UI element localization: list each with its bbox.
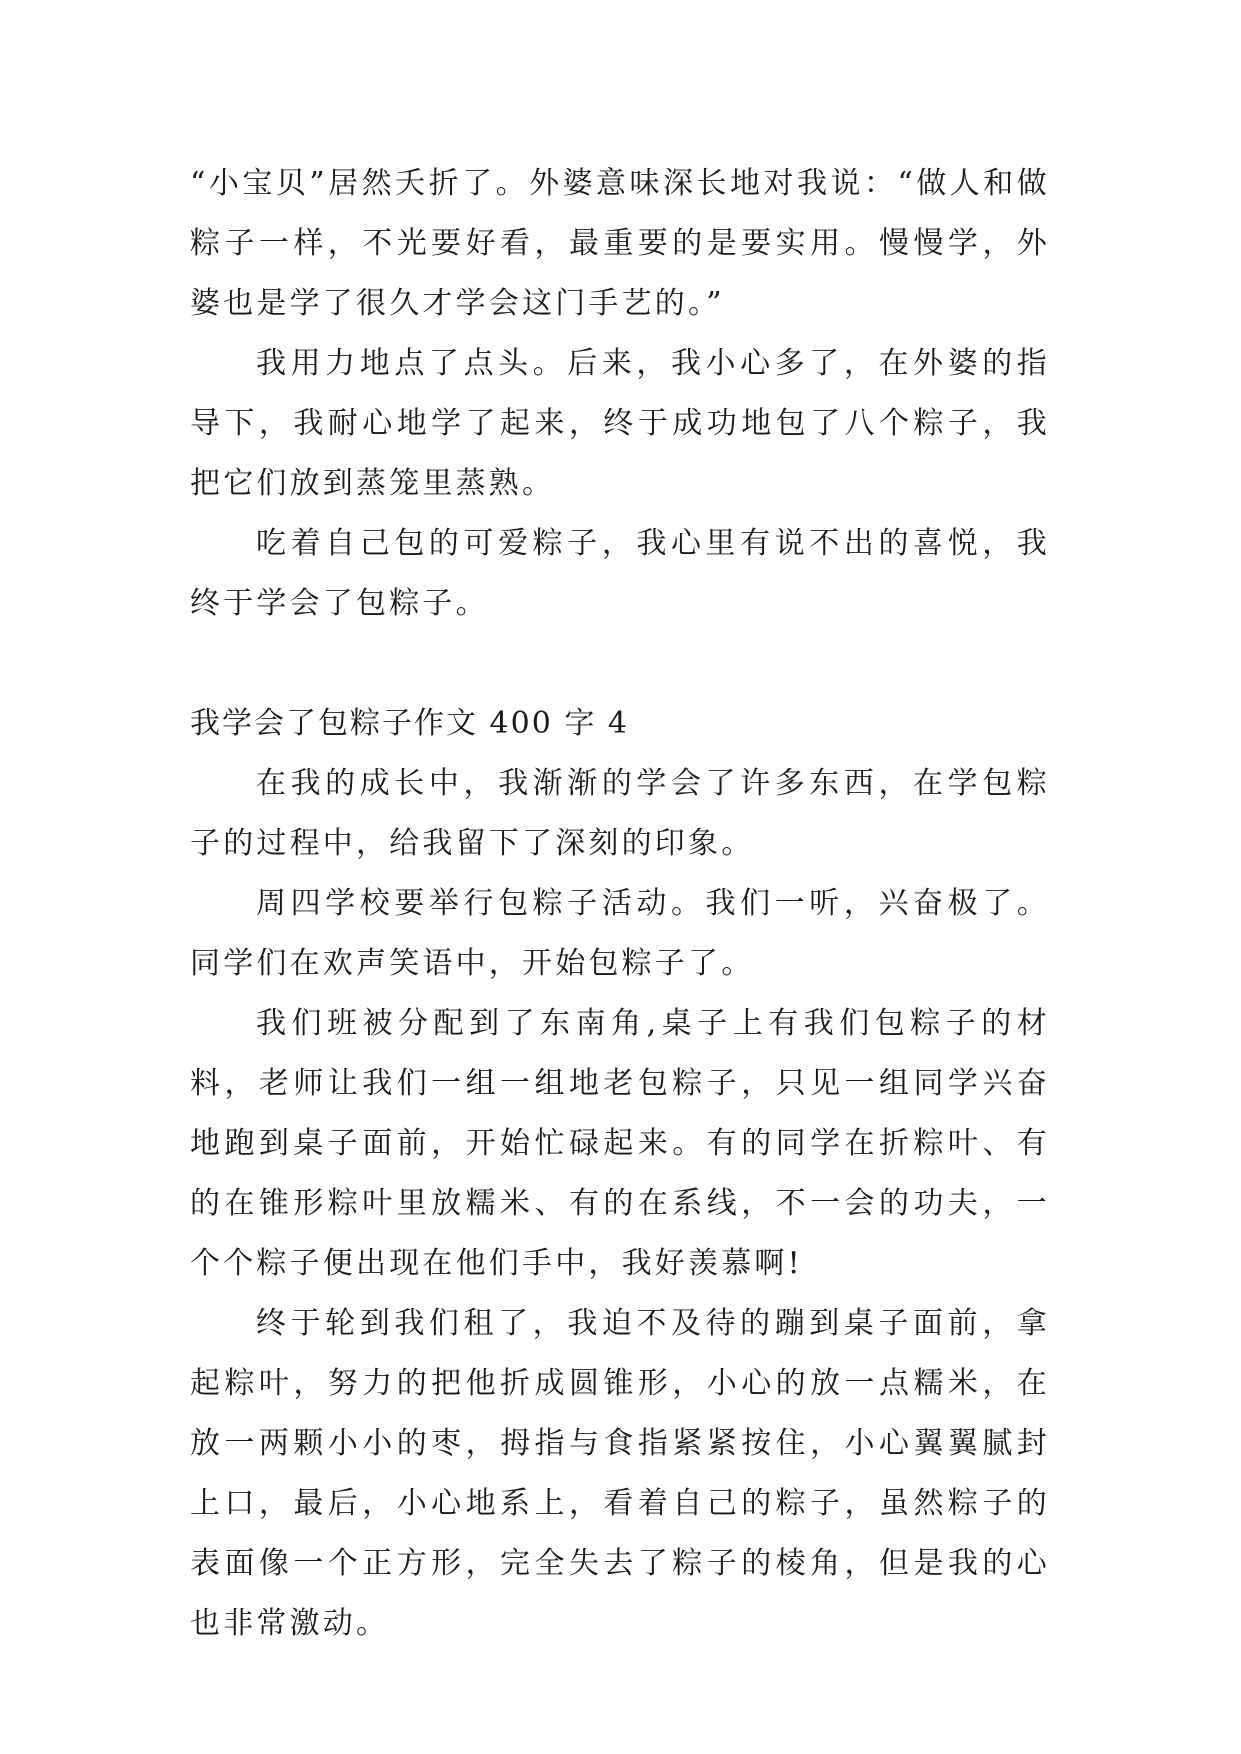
paragraph: 在我的成长中，我渐渐的学会了许多东西，在学包粽子的过程中，给我留下了深刻的印象。 [190, 766, 1050, 861]
paragraph: “小宝贝”居然夭折了。外婆意味深长地对我说：“做人和做粽子一样，不光要好看，最重要的是要实用。慢慢学，外婆也是学了很久才学会这门手艺的。” [190, 166, 1050, 321]
paragraph: 吃着自己包的可爱粽子，我心里有说不出的喜悦，我终于学会了包粽子。 [190, 526, 1050, 621]
paragraph: 我们班被分配到了东南角,桌子上有我们包粽子的材料，老师让我们一组一组地老包粽子，只见一组同学兴奋地跑到桌子面前，开始忙碌起来。有的同学在折粽叶、有的在锥形粽叶里放糯米、有的在系线，不一会的功夫，一个个粽子便出现在他们手中，我好羡慕啊! [190, 1006, 1050, 1281]
document-body [190, 154, 1050, 1654]
paragraph: 周四学校要举行包粽子活动。我们一听，兴奋极了。同学们在欢声笑语中，开始包粽子了。 [190, 886, 1050, 981]
paragraph: 终于轮到我们租了，我迫不及待的蹦到桌子面前，拿起粽叶，努力的把他折成圆锥形，小心的放一点糯米，在放一两颗小小的枣，拇指与食指紧紧按住，小心翼翼腻封上口，最后，小心地系上，看着自己的粽子，虽然粽子的表面像一个正方形，完全失去了粽子的棱角，但是我的心也非常激动。 [190, 1306, 1050, 1641]
paragraph: 我用力地点了点头。后来，我小心多了，在外婆的指导下，我耐心地学了起来，终于成功地包了八个粽子，我把它们放到蒸笼里蒸熟。 [190, 346, 1050, 501]
section-title: 我学会了包粽子作文 400 字 4 [190, 706, 629, 741]
